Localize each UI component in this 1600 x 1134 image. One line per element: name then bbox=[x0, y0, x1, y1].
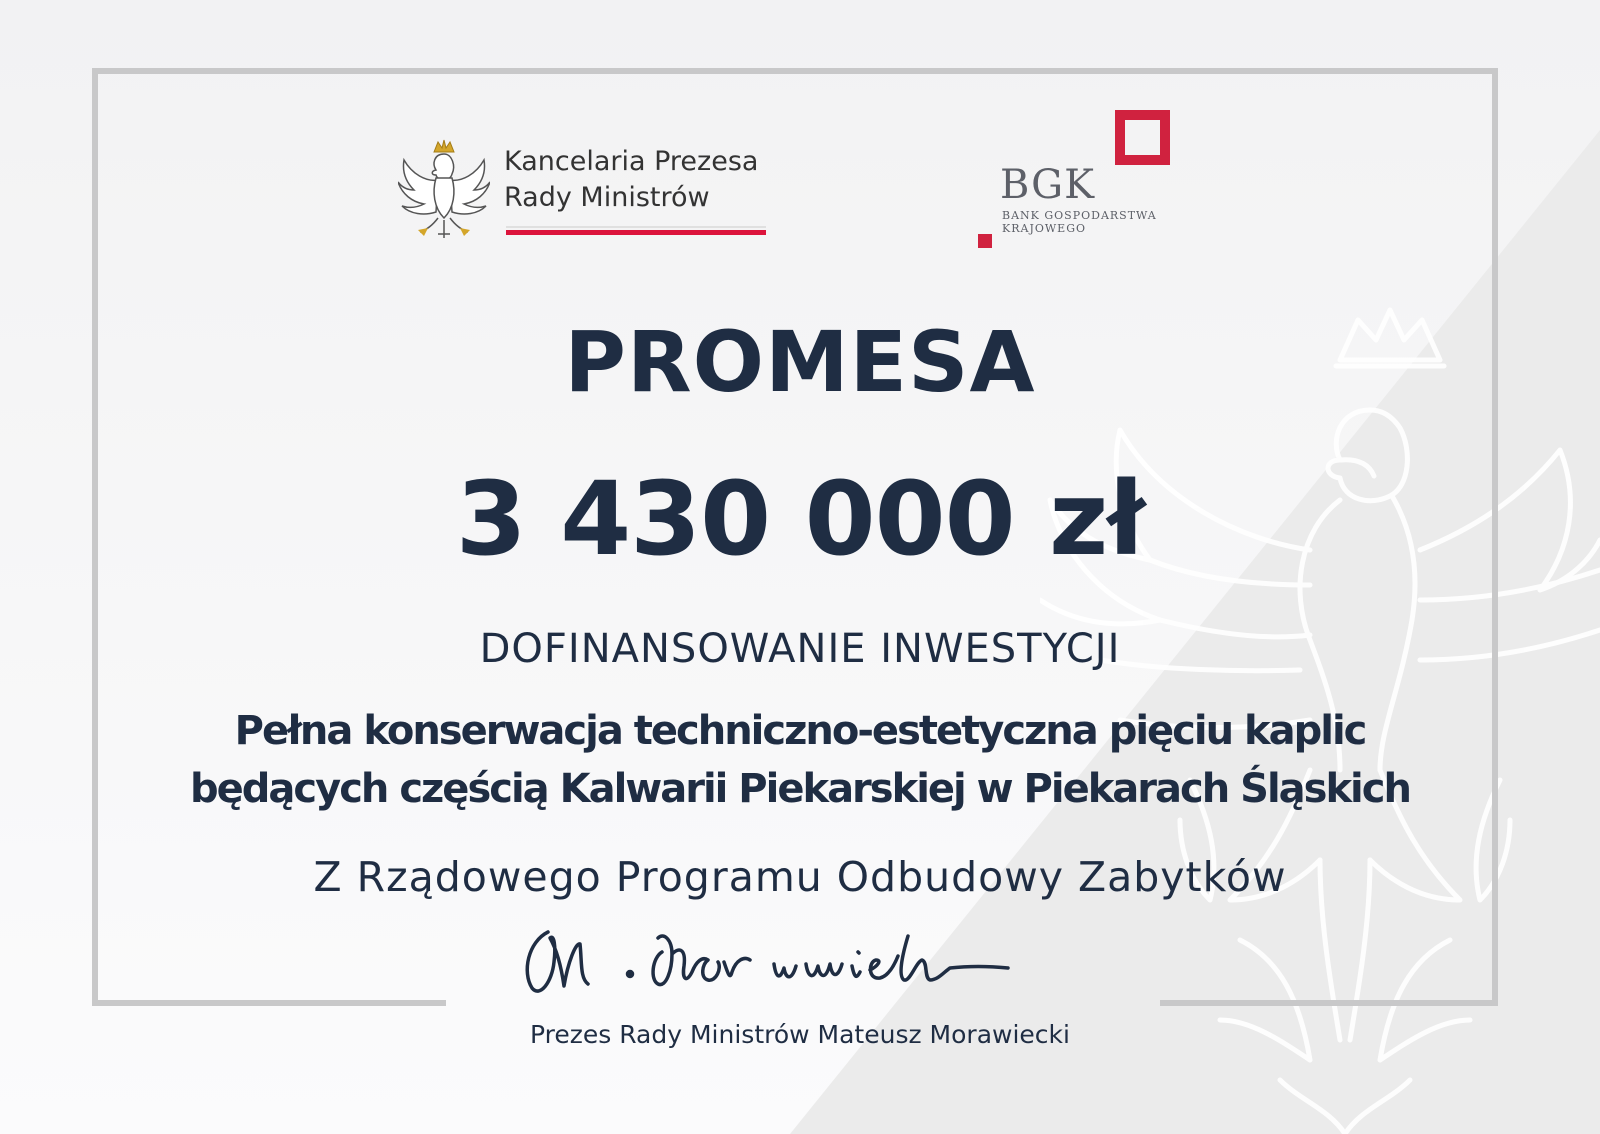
bgk-logo bbox=[978, 110, 1178, 250]
kprm-rule-white bbox=[506, 226, 766, 228]
kprm-name-line2: Rady Ministrów bbox=[504, 182, 710, 213]
kprm-logo bbox=[398, 138, 770, 250]
project-description-line1: Pełna konserwacja techniczno-estetyczna pięciu kaplic bbox=[234, 708, 1366, 754]
document-title: PROMESA bbox=[564, 313, 1036, 411]
polish-eagle-icon bbox=[398, 138, 490, 242]
kprm-name-line1: Kancelaria Prezesa bbox=[504, 146, 759, 177]
signer-caption: Prezes Rady Ministrów Mateusz Morawiecki bbox=[530, 1020, 1070, 1049]
document-subtitle: DOFINANSOWANIE INWESTYCJI bbox=[479, 626, 1121, 672]
bgk-full-name-line2: KRAJOWEGO bbox=[1002, 222, 1087, 235]
program-name: Z Rządowego Programu Odbudowy Zabytków bbox=[313, 853, 1287, 901]
bgk-dot-icon bbox=[978, 234, 992, 248]
kprm-name bbox=[504, 144, 770, 216]
project-description bbox=[100, 702, 1500, 818]
grant-amount: 3 430 000 zł bbox=[455, 460, 1145, 579]
frame-bottom-left-border bbox=[92, 1000, 446, 1006]
frame-bottom-right-border bbox=[1160, 1000, 1498, 1006]
frame-top-border bbox=[92, 68, 1498, 74]
bgk-full-name-line1: BANK GOSPODARSTWA bbox=[1002, 209, 1157, 222]
project-description-line2: będących częścią Kalwarii Piekarskiej w Piekarach Śląskich bbox=[190, 766, 1410, 812]
kprm-rule-red bbox=[506, 230, 766, 235]
bgk-square-icon bbox=[1115, 110, 1170, 165]
bgk-letters: BGK bbox=[1000, 162, 1095, 208]
bgk-full-name bbox=[1002, 209, 1182, 235]
handwritten-signature bbox=[518, 922, 1078, 1012]
